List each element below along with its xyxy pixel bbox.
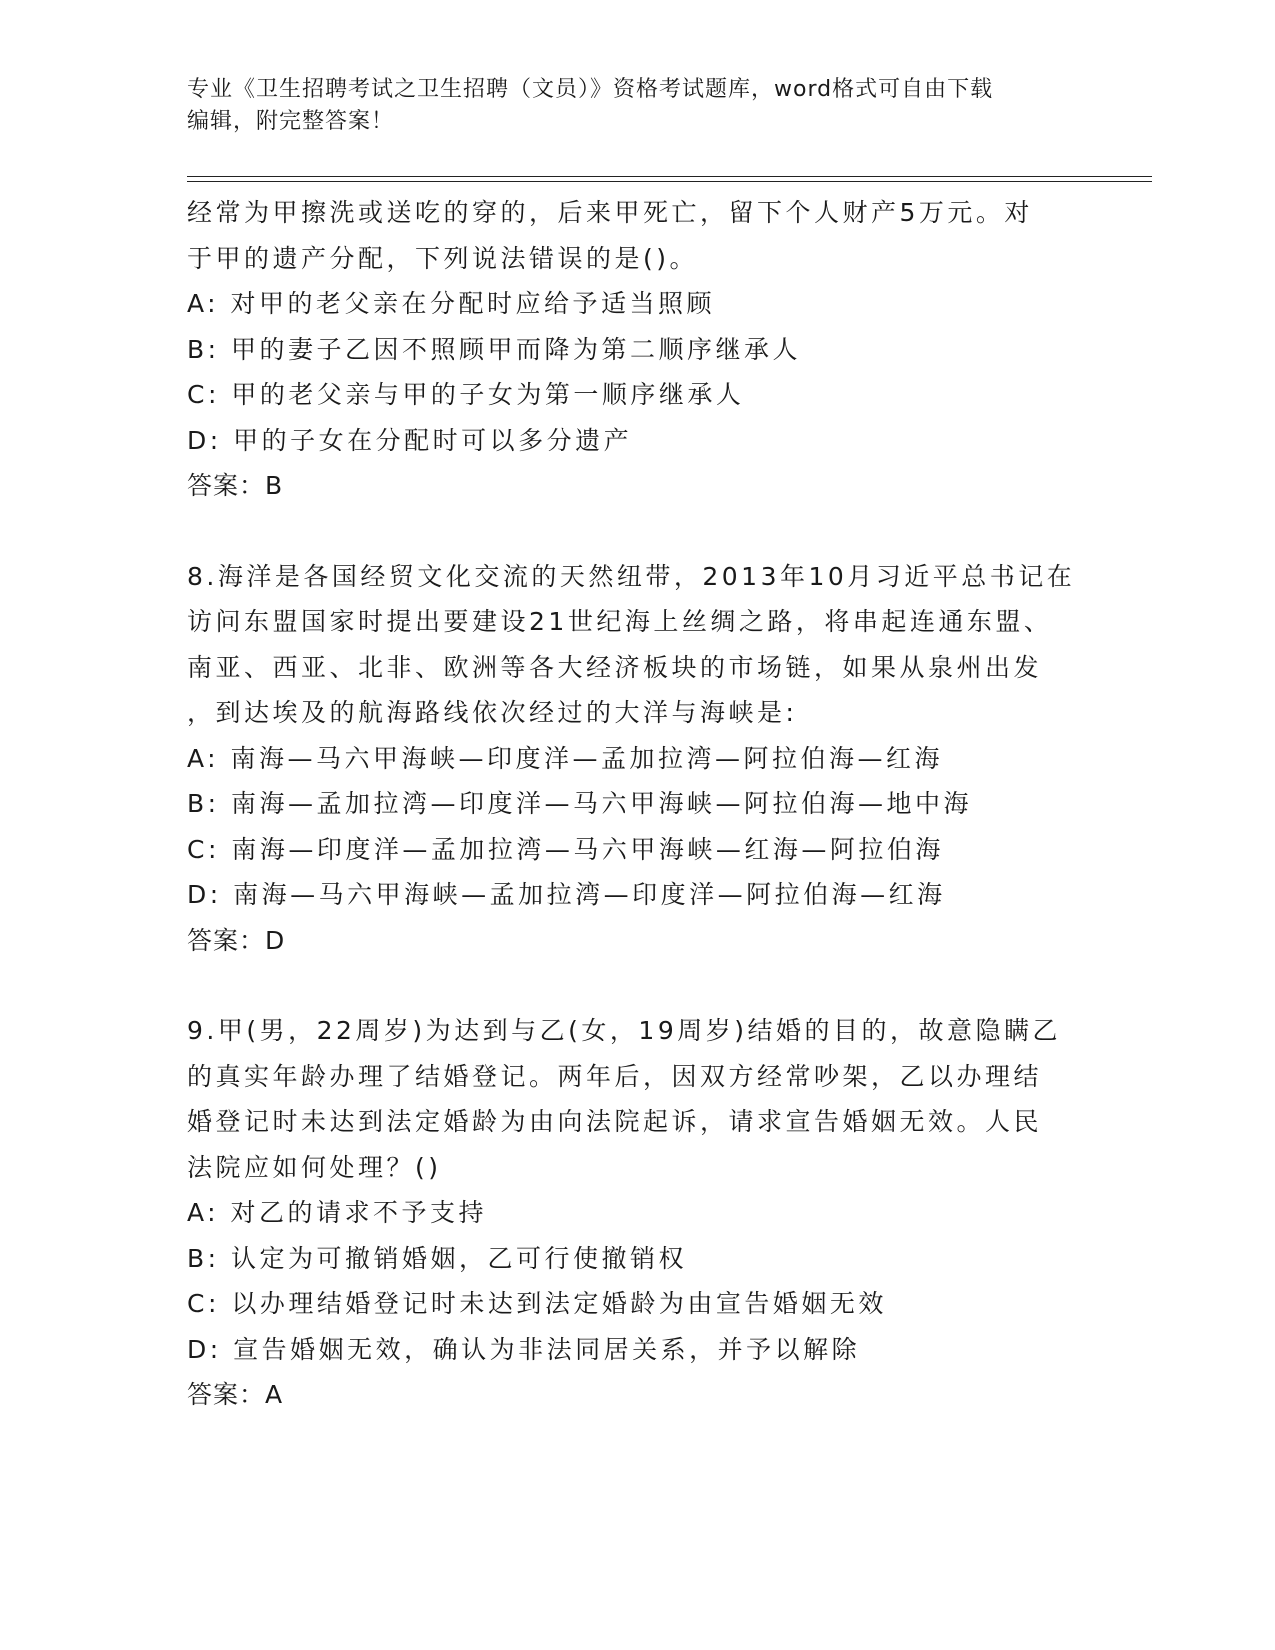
option-d: D: 甲的子女在分配时可以多分遗产: [187, 425, 633, 455]
question-stem-line: 9.甲(男，22周岁)为达到与乙(女，19周岁)结婚的目的，故意隐瞒乙: [187, 1016, 1061, 1045]
question-stem-line: 婚登记时未达到法定婚龄为由向法院起诉，请求宣告婚姻无效。人民: [187, 1107, 1043, 1136]
question-7: [187, 190, 1087, 509]
question-stem-line: 于甲的遗产分配，下列说法错误的是()。: [187, 243, 699, 273]
option-b: B: 认定为可撤销婚姻，乙可行使撤销权: [187, 1243, 688, 1273]
header-divider-double: [187, 181, 1152, 182]
question-stem-line: 经常为甲擦洗或送吃的穿的，后来甲死亡，留下个人财产5万元。对: [187, 198, 1033, 227]
option-c: C: 以办理结婚登记时未达到法定婚龄为由宣告婚姻无效: [187, 1289, 887, 1318]
question-stem-line: 8.海洋是各国经贸文化交流的天然纽带，2013年10月习近平总书记在: [187, 561, 1076, 591]
option-a: A: 对乙的请求不予支持: [187, 1198, 488, 1227]
option-d: D: 宣告婚姻无效，确认为非法同居关系，并予以解除: [187, 1334, 861, 1364]
option-a: A: 南海—马六甲海峡—印度洋—孟加拉湾—阿拉伯海—红海: [187, 743, 944, 773]
question-stem-line: ，到达埃及的航海路线依次经过的大洋与海峡是:: [187, 698, 798, 727]
option-d: D: 南海—马六甲海峡—孟加拉湾—印度洋—阿拉伯海—红海: [187, 880, 946, 909]
question-9: [187, 1008, 1087, 1418]
question-stem-line: 的真实年龄办理了结婚登记。两年后，因双方经常吵架，乙以办理结: [187, 1061, 1043, 1091]
option-b: B: 南海—孟加拉湾—印度洋—马六甲海峡—阿拉伯海—地中海: [187, 789, 973, 818]
question-8: [187, 554, 1087, 964]
option-c: C: 南海—印度洋—孟加拉湾—马六甲海峡—红海—阿拉伯海: [187, 834, 944, 864]
option-a: A: 对甲的老父亲在分配时应给予适当照顾: [187, 289, 716, 318]
answer: 答案：B: [187, 471, 284, 500]
question-stem-line: 访问东盟国家时提出要建设21世纪海上丝绸之路，将串起连通东盟、: [187, 607, 1053, 636]
question-stem-line: 法院应如何处理？(): [187, 1152, 442, 1182]
answer: 答案：A: [187, 1380, 284, 1409]
header-divider: [187, 176, 1152, 177]
document-header: 专业《卫生招聘考试之卫生招聘（文员）》资格考试题库，word格式可自由下载 编辑，附完整答案！: [187, 77, 994, 134]
question-stem-line: 南亚、西亚、北非、欧洲等各大经济板块的市场链，如果从泉州出发: [187, 652, 1043, 682]
question-list: [187, 190, 1087, 1418]
option-c: C: 甲的老父亲与甲的子女为第一顺序继承人: [187, 380, 745, 409]
option-b: B: 甲的妻子乙因不照顾甲而降为第二顺序继承人: [187, 334, 802, 364]
answer: 答案：D: [187, 925, 286, 955]
